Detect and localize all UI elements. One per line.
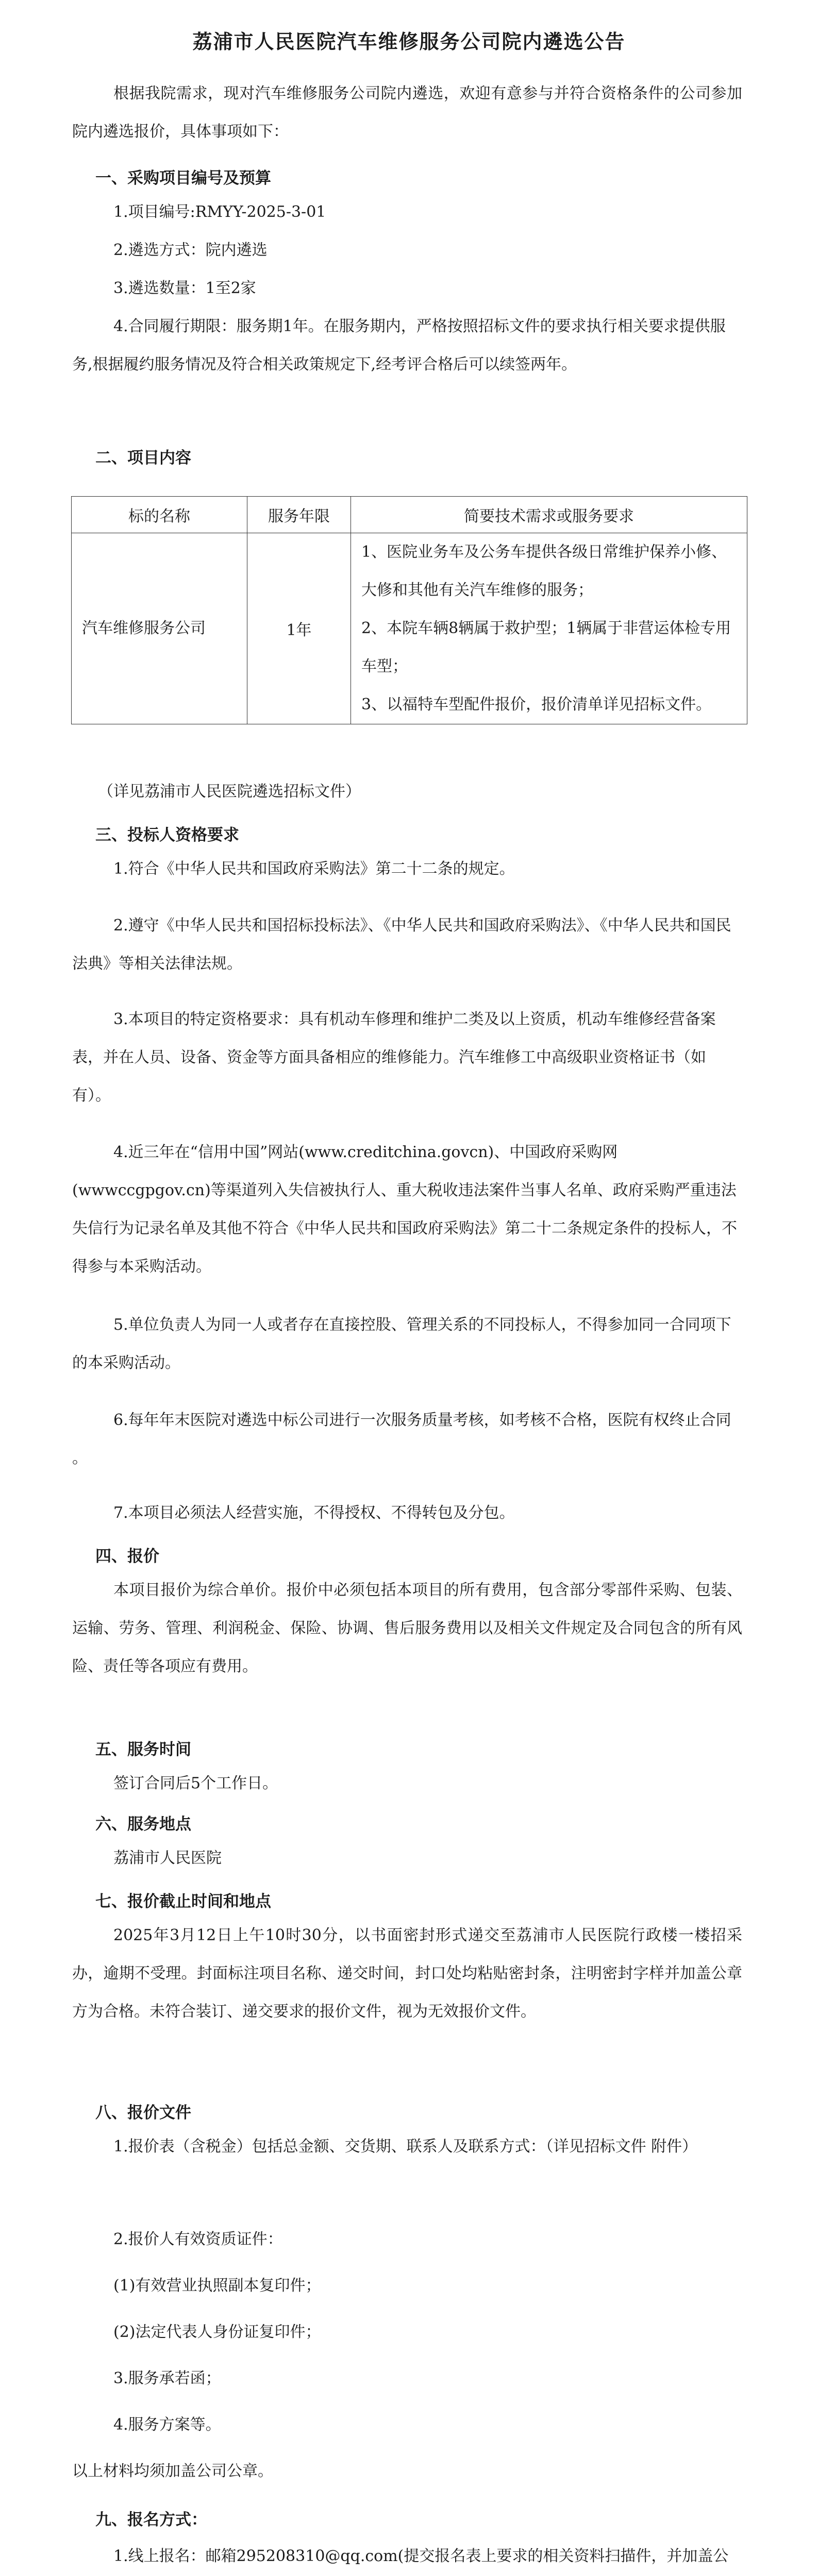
section-2-heading: 二、项目内容 xyxy=(95,449,191,467)
s4-paragraph: 本项目报价为综合单价。报价中必须包括本项目的所有费用，包含部分零部件采购、包装、运输、劳务、管理、利润税金、保险、协调、售后服务费用以及相关文件规定及合同包含的所有风险、责任等各项应有费用。 xyxy=(72,1581,742,1675)
s8-item-1: 1.报价表（含税金）包括总金额、交货期、联系人及联系方式：（详见招标文件 附件） xyxy=(113,2138,698,2156)
s8-item-4: (2)法定代表人身份证复印件； xyxy=(113,2323,321,2341)
s3-item-1: 1.符合《中华人民共和国政府采购法》第二十二条的规定。 xyxy=(113,860,515,878)
s8-item-3: (1)有效营业执照副本复印件； xyxy=(113,2277,321,2295)
s3-item-2: 2.遵守《中华人民共和国招标投标法》、《中华人民共和国政府采购法》、《中华人民共和国民法典》等相关法律法规。 xyxy=(72,917,731,973)
section-6-heading: 六、服务地点 xyxy=(95,1815,191,1834)
s8-footer: 以上材料均须加盖公司公章。 xyxy=(72,2462,273,2480)
section-8-heading: 八、报价文件 xyxy=(95,2104,191,2122)
intro-paragraph: 根据我院需求，现对汽车维修服务公司院内遴选，欢迎有意参与并符合资格条件的公司参加院内遴选报价，具体事项如下： xyxy=(72,84,742,141)
requirement-line: 3、以福特车型配件报价，报价清单详见招标文件。 xyxy=(361,696,712,714)
section-5-heading: 五、服务时间 xyxy=(95,1740,191,1759)
section-7-heading: 七、报价截止时间和地点 xyxy=(95,1892,271,1911)
table-cell-name: 汽车维修服务公司 xyxy=(72,533,247,724)
table-header-cell: 标的名称 xyxy=(72,497,247,533)
s1-item-4: 4.合同履行期限：服务期1年。在服务期内，严格按照招标文件的要求执行相关要求提供服务,根据履约服务情况及符合相关政策规定下,经考评合格后可以续签两年。 xyxy=(72,317,726,374)
s3-item-7: 7.本项目必须法人经营实施，不得授权、不得转包及分包。 xyxy=(113,1504,515,1522)
s1-item-2: 2.遴选方式：院内遴选 xyxy=(113,241,268,259)
s8-item-5: 3.服务承若函； xyxy=(113,2369,221,2387)
table-header-row xyxy=(72,497,747,533)
requirement-line: 2、本院车辆8辆属于救护型；1辆属于非营运体检专用车型； xyxy=(361,619,731,675)
section-4-heading: 四、报价 xyxy=(95,1547,159,1566)
s3-item-4: 4.近三年在“信用中国”网站(www.creditchina.govcn)、中国政府采购网(wwwccgpgov.cn)等渠道列入失信被执行人、重大税收违法案件当事人名单、政府采购严重违法失信行为记录名单及其他不符合《中华人民共和国政府采购法》第二十二条规定条件的投标人，不得参与本采购活动。 xyxy=(72,1143,737,1276)
table-row xyxy=(72,533,747,724)
document-title: 荔浦市人民医院汽车维修服务公司院内遴选公告 xyxy=(192,30,626,53)
section-3-heading: 三、投标人资格要求 xyxy=(95,826,239,844)
s1-item-1: 1.项目编号:RMYY-2025-3-01 xyxy=(113,203,326,221)
table-note: （详见荔浦市人民医院遴选招标文件） xyxy=(98,783,361,801)
s8-item-6: 4.服务方案等。 xyxy=(113,2416,221,2434)
s7-paragraph: 2025年3月12日上午10时30分，以书面密封形式递交至荔浦市人民医院行政楼一楼招采办，逾期不受理。封面标注项目名称、递交时间，封口处均粘贴密封条，注明密封字样并加盖公章方为合格。未符合装订、递交要求的报价文件，视为无效报价文件。 xyxy=(72,1926,742,2021)
s3-item-5: 5.单位负责人为同一人或者存在直接控股、管理关系的不同投标人，不得参加同一合同项下的本采购活动。 xyxy=(72,1316,731,1372)
table-header-cell: 服务年限 xyxy=(247,497,351,533)
s1-item-3: 3.遴选数量：1至2家 xyxy=(113,279,256,297)
project-table xyxy=(71,496,747,724)
table-header-cell: 简要技术需求或服务要求 xyxy=(351,497,747,533)
requirement-line: 1、医院业务车及公务车提供各级日常维护保养小修、大修和其他有关汽车维修的服务； xyxy=(361,543,727,599)
table-cell-requirements xyxy=(351,533,747,724)
s3-item-3: 3.本项目的特定资格要求：具有机动车修理和维护二类及以上资质，机动车维修经营备案表，并在人员、设备、资金等方面具备相应的维修能力。汽车维修工中高级职业资格证书（如有）。 xyxy=(72,1010,716,1105)
section-9-heading: 九、报名方式： xyxy=(95,2511,207,2529)
s9-item-1: 1.线上报名：邮箱295208310@qq.com(提交报名表上要求的相关资料扫描件，并加盖公 xyxy=(113,2547,729,2565)
s6-text: 荔浦市人民医院 xyxy=(113,1849,222,1867)
section-1-heading: 一、采购项目编号及预算 xyxy=(95,169,271,188)
s8-item-2: 2.报价人有效资质证件： xyxy=(113,2230,283,2248)
s5-text: 签订合同后5个工作日。 xyxy=(113,1774,278,1792)
s3-item-6: 6.每年年末医院对遴选中标公司进行一次服务质量考核，如考核不合格，医院有权终止合同 。 xyxy=(72,1411,731,1467)
table-cell-years: 1年 xyxy=(247,533,351,724)
